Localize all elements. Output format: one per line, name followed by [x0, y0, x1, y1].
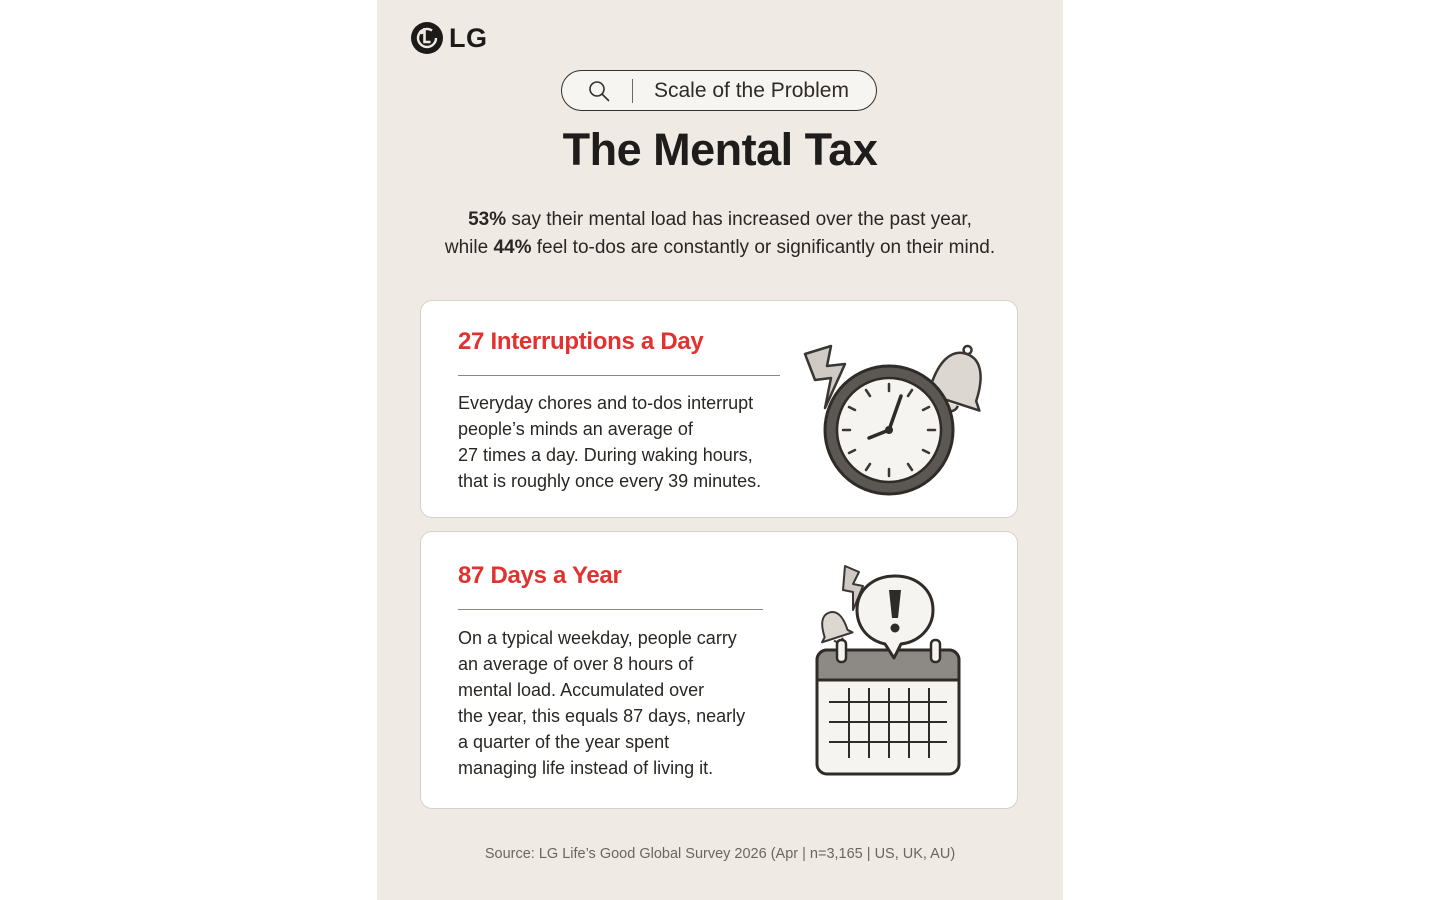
subtitle-line-1-text: say their mental load has increased over the past year,: [506, 209, 972, 230]
alarm-clock-icon: [797, 324, 993, 500]
card-body: [458, 625, 745, 781]
card-body-line: that is roughly once every 39 minutes.: [458, 471, 762, 491]
subtitle-line-2: [377, 234, 1063, 262]
search-icon: [588, 80, 610, 102]
card-body-line: managing life instead of living it.: [458, 758, 714, 778]
brand-name: LG: [449, 22, 488, 53]
calendar-alert-icon: [805, 562, 981, 782]
card-body-line: mental load. Accumulated over: [458, 680, 705, 700]
card-body-line: an average of over 8 hours of: [458, 654, 694, 674]
subtitle-line-2-pre: while: [444, 237, 494, 258]
card-title: 27 Interruptions a Day: [458, 328, 704, 355]
card-body: [458, 390, 761, 494]
card-divider: [458, 609, 763, 610]
page-title: The Mental Tax: [562, 124, 878, 175]
card-divider: [458, 375, 780, 376]
search-label: Scale of the Problem: [654, 78, 849, 102]
interruptions-card: [420, 300, 1018, 518]
card-title: 87 Days a Year: [458, 562, 622, 589]
lg-face-logo-icon: [410, 21, 444, 55]
days-card: [420, 531, 1018, 809]
stat-44: 44%: [493, 237, 532, 258]
stat-53: 53%: [468, 209, 507, 230]
card-body-line: the year, this equals 87 days, nearly: [458, 706, 746, 726]
card-body-line: a quarter of the year spent: [458, 732, 670, 752]
source-note: Source: LG Life’s Good Global Survey 2026 (Apr | n=3,165 | US, UK, AU): [484, 846, 956, 862]
page-subtitle: [377, 206, 1063, 262]
card-body-line: people’s minds an average of: [458, 419, 693, 439]
infographic-panel: [377, 0, 1063, 900]
card-body-line: On a typical weekday, people carry: [458, 628, 737, 648]
subtitle-line-1: [377, 206, 1063, 234]
search-divider: [632, 79, 633, 103]
topic-search-pill: [561, 70, 877, 111]
card-body-line: Everyday chores and to-dos interrupt: [458, 393, 754, 413]
card-body-line: 27 times a day. During waking hours,: [458, 445, 753, 465]
brand-logo: [410, 21, 488, 55]
subtitle-line-2-text: feel to-dos are constantly or significantly on their mind.: [531, 237, 996, 258]
